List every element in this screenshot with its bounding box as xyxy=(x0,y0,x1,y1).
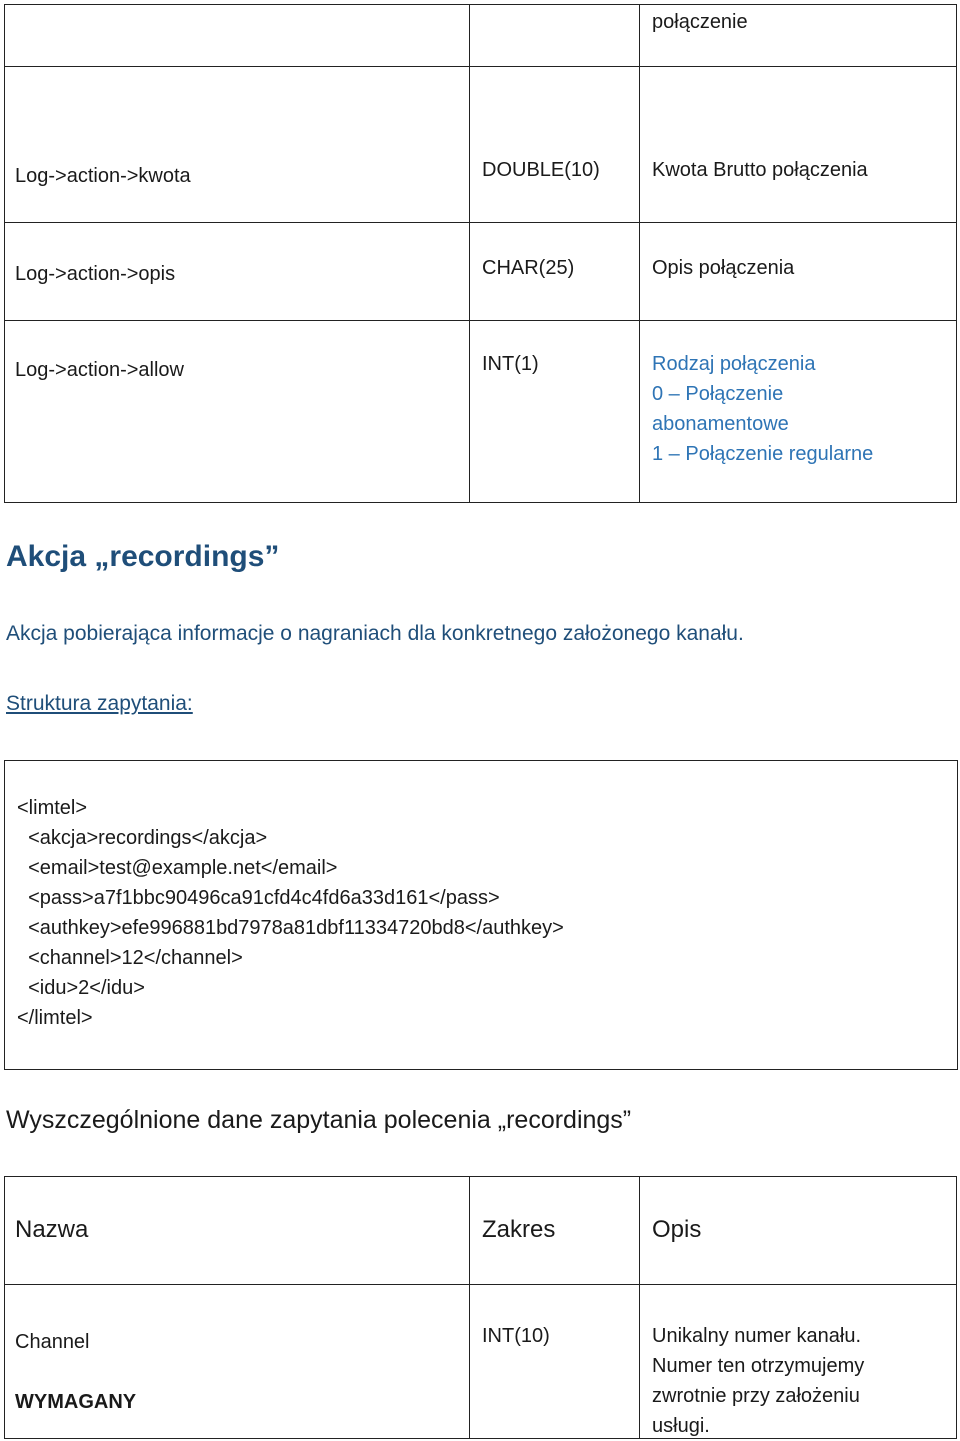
cell-name: Log->action->kwota xyxy=(15,165,191,187)
header-cell-desc xyxy=(640,1177,957,1285)
cell-desc-line: usługi. xyxy=(652,1415,710,1437)
table-cell-desc xyxy=(640,67,957,223)
required-badge: WYMAGANY xyxy=(15,1391,137,1413)
cell-desc-line: 0 – Połączenie xyxy=(652,383,784,405)
table-cell-name xyxy=(5,1285,470,1439)
table-cell-range xyxy=(470,321,640,503)
params-table xyxy=(4,1176,957,1439)
cell-range: INT(1) xyxy=(482,353,539,375)
cell-desc-line: zwrotnie przy założeniu xyxy=(652,1385,860,1407)
table-cell-name xyxy=(5,67,470,223)
cell-desc-line: Rodzaj połączenia xyxy=(652,353,816,375)
cell-desc-line: połączenie xyxy=(652,11,748,33)
table-cell-name xyxy=(5,321,470,503)
cell-desc-line: Kwota Brutto połączenia xyxy=(652,159,868,181)
code-line: <authkey>efe996881bd7978a81dbf11334720bd8</authkey> xyxy=(17,917,564,939)
header-cell-range xyxy=(470,1177,640,1285)
table-cell-range xyxy=(470,223,640,321)
table-cell-desc xyxy=(640,5,957,67)
code-line: <akcja>recordings</akcja> xyxy=(17,827,268,849)
header-cell-name xyxy=(5,1177,470,1285)
table-cell-desc xyxy=(640,1285,957,1439)
cell-desc-line: abonamentowe xyxy=(652,413,789,435)
code-line: <idu>2</idu> xyxy=(17,977,145,999)
cell-desc-line: Unikalny numer kanału. xyxy=(652,1325,861,1347)
table-header-row xyxy=(5,1177,957,1285)
section-description: Akcja pobierająca informacje o nagraniach dla konkretnego założonego kanału. xyxy=(6,622,744,645)
code-line: <limtel> xyxy=(17,797,88,819)
header-range: Zakres xyxy=(482,1216,556,1243)
cell-desc-line: Opis połączenia xyxy=(652,257,795,279)
cell-name: Log->action->opis xyxy=(15,263,176,285)
top-table xyxy=(4,4,957,503)
code-line: <channel>12</channel> xyxy=(17,947,243,969)
table-cell-name xyxy=(5,223,470,321)
table-cell-name xyxy=(5,5,470,67)
cell-name: Log->action->allow xyxy=(15,359,184,381)
header-desc: Opis xyxy=(652,1216,702,1243)
code-line: <email>test@example.net</email> xyxy=(17,857,338,879)
code-line: <pass>a7f1bbc90496ca91cfd4c4fd6a33d161</pass> xyxy=(17,887,500,909)
cell-range: DOUBLE(10) xyxy=(482,159,600,181)
table-row xyxy=(5,67,957,223)
table-cell-range xyxy=(470,1285,640,1439)
structure-label: Struktura zapytania: xyxy=(6,692,193,715)
cell-desc-line: Numer ten otrzymujemy xyxy=(652,1355,865,1377)
cell-range: INT(10) xyxy=(482,1325,550,1347)
table-row xyxy=(5,321,957,503)
details-heading: Wyszczególnione dane zapytania polecenia „recordings” xyxy=(6,1106,632,1134)
table-cell-range xyxy=(470,67,640,223)
code-box xyxy=(4,760,958,1070)
section-heading: Akcja „recordings” xyxy=(6,540,280,573)
code-line: </limtel> xyxy=(17,1007,93,1029)
cell-name: Channel xyxy=(15,1331,90,1353)
table-row xyxy=(5,223,957,321)
cell-range: CHAR(25) xyxy=(482,257,575,279)
header-name: Nazwa xyxy=(15,1216,89,1243)
table-cell-range xyxy=(470,5,640,67)
table-row xyxy=(5,1285,957,1439)
table-cell-desc xyxy=(640,223,957,321)
table-cell-desc xyxy=(640,321,957,503)
table-row xyxy=(5,5,957,67)
cell-desc-line: 1 – Połączenie regularne xyxy=(652,443,874,465)
